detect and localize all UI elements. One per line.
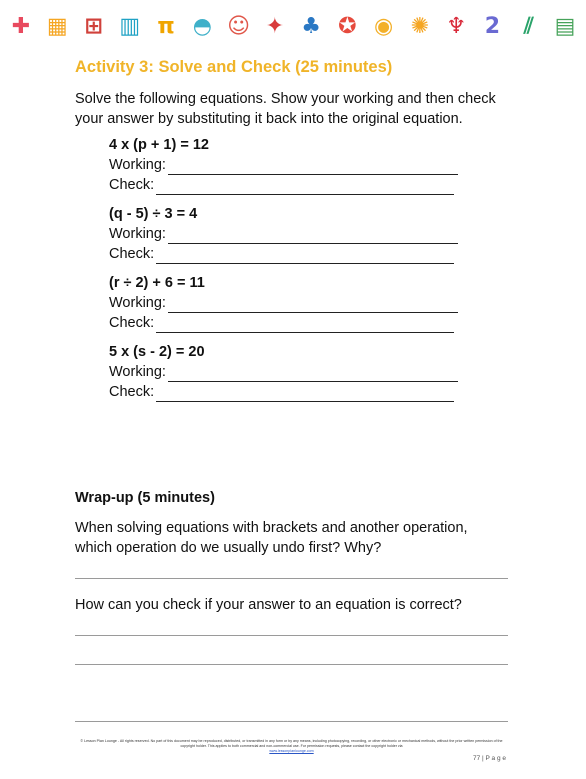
kids-icon: ☺ bbox=[227, 13, 251, 39]
crowd-icon: ♣ bbox=[301, 13, 321, 39]
abacus-icon: ⊞ bbox=[84, 13, 103, 39]
check-answer-line[interactable] bbox=[156, 249, 454, 264]
problem-4 bbox=[109, 342, 515, 402]
check-label: Check: bbox=[109, 315, 155, 331]
weightlifter-icon: ♆ bbox=[446, 13, 467, 39]
book-icon: ▥ bbox=[119, 13, 141, 39]
calculator-icon: ▦ bbox=[46, 13, 68, 39]
check-row bbox=[109, 244, 515, 264]
wrapup-question-2: How can you check if your answer to an equation is correct? bbox=[75, 597, 462, 613]
page-number: 77 | P a g e bbox=[472, 755, 506, 762]
math-symbols-icon: ✚ bbox=[11, 13, 31, 39]
working-label: Working: bbox=[109, 364, 166, 380]
working-answer-line[interactable] bbox=[168, 160, 458, 175]
answer-line-3[interactable] bbox=[75, 664, 508, 665]
check-answer-line[interactable] bbox=[156, 318, 454, 333]
wheel-icon: ◉ bbox=[374, 13, 394, 39]
activity-instructions: Solve the following equations. Show your working and then check your answer by substituting it back into the original equation. bbox=[75, 91, 496, 127]
activity-title: Activity 3: Solve and Check (25 minutes) bbox=[75, 58, 393, 76]
check-row bbox=[109, 175, 515, 195]
lightbulb-icon: ✺ bbox=[410, 13, 430, 39]
check-answer-line[interactable] bbox=[156, 180, 454, 195]
working-answer-line[interactable] bbox=[168, 229, 458, 244]
calculator-keys-icon: ▤ bbox=[554, 13, 576, 39]
working-row bbox=[109, 293, 515, 313]
equation: (q - 5) ÷ 3 = 4 bbox=[109, 206, 198, 222]
protractor-icon: ◓ bbox=[192, 13, 212, 39]
working-row bbox=[109, 224, 515, 244]
activity-section bbox=[75, 58, 515, 411]
working-row bbox=[109, 155, 515, 175]
equation: (r ÷ 2) + 6 = 11 bbox=[109, 275, 205, 291]
header-banner bbox=[0, 6, 586, 46]
working-label: Working: bbox=[109, 295, 166, 311]
check-label: Check: bbox=[109, 384, 155, 400]
working-answer-line[interactable] bbox=[168, 298, 458, 313]
problem-2 bbox=[109, 204, 515, 264]
footer-divider bbox=[75, 721, 508, 722]
wrapup-title: Wrap-up (5 minutes) bbox=[75, 490, 215, 506]
working-label: Working: bbox=[109, 157, 166, 173]
wrapup-section bbox=[75, 490, 508, 665]
pencils-icon: ⫽ bbox=[523, 13, 534, 39]
number-two-icon: 2 bbox=[484, 13, 501, 39]
working-label: Working: bbox=[109, 226, 166, 242]
equation: 4 x (p + 1) = 12 bbox=[109, 137, 209, 153]
check-row bbox=[109, 382, 515, 402]
website-link[interactable]: www.lessonplanlounge.com bbox=[269, 749, 314, 753]
check-label: Check: bbox=[109, 177, 155, 193]
copyright-text: © Lesson Plan Lounge - All rights reserved. No part of this document may be reproduced, distributed, or transmitted in any form or by any means, including photocopying, recording, or other electronic or mechanical methods, without the prior written permission of the copyright holder. This applies to both commercial and non-commercial use. For permission requests, please contact the copyright holder via bbox=[80, 739, 503, 748]
working-answer-line[interactable] bbox=[168, 367, 458, 382]
juggler-icon: ✪ bbox=[338, 13, 357, 39]
check-label: Check: bbox=[109, 246, 155, 262]
problem-1 bbox=[109, 135, 515, 195]
check-answer-line[interactable] bbox=[156, 387, 454, 402]
wrapup-question-1: When solving equations with brackets and another operation, which operation do we usually undo first? Why? bbox=[75, 520, 468, 556]
problem-3 bbox=[109, 273, 515, 333]
math-word-icon: ✦ bbox=[265, 13, 285, 39]
equation: 5 x (s - 2) = 20 bbox=[109, 344, 205, 360]
check-row bbox=[109, 313, 515, 333]
working-row bbox=[109, 362, 515, 382]
footer-copyright bbox=[75, 739, 508, 754]
answer-line-1[interactable] bbox=[75, 578, 508, 579]
pi-icon: π bbox=[157, 13, 175, 39]
answer-line-2[interactable] bbox=[75, 635, 508, 636]
